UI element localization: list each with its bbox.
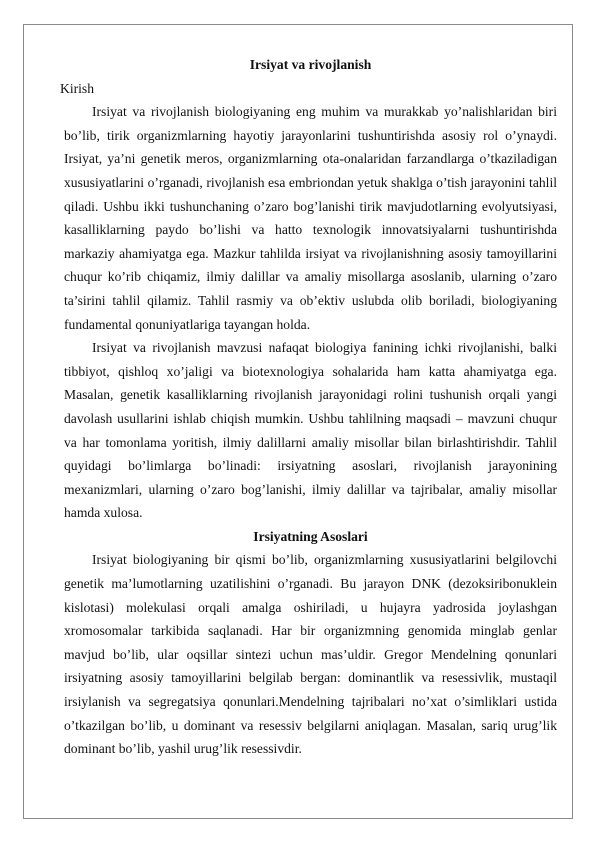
section-heading: Irsiyatning Asoslari bbox=[253, 528, 368, 544]
intro-paragraph-1: Irsiyat va rivojlanish biologiyaning eng muhim va murakkab yo’nalishlaridan biri bo’lib, tirik organizmlarning hayotiy jarayonlarini tushuntirishda asosiy rol o’ynaydi. Irsiyat, ya’ni genetik meros, organizmlarning ota-onalaridan farzandlarga o’tkaziladigan xususiyatlarini o’rganadi, rivojlanish esa embriondan yetuk shaklga o’tish jarayonini tahlil qiladi. Ushbu ikki tushunchaning o’zaro bog’lanishi tirik mavjudotlarning evolyutsiyasi, kasalliklarning paydo bo’lishi va hatto texnologik innovatsiyalarni tushuntirishda markaziy ahamiyatga ega. Mazkur tahlilda irsiyat va rivojlanishning asosiy tamoyillarini chuqur ko’rib chiqamiz, ilmiy dalillar va amaliy misollarga asoslanib, ularning o’zaro ta’sirini tahlil qilamiz. Tahlil rasmiy va ob’ektiv uslubda olib boriladi, biologiyaning fundamental qonuniyatlariga tayangan holda. bbox=[64, 104, 557, 332]
document-title: Irsiyat va rivojlanish bbox=[249, 57, 372, 72]
section-paragraph-1: Irsiyat biologiyaning bir qismi bo’lib, organizmlarning xususiyatlarini belgilovchi genetik ma’lumotlarning uzatilishini o’rganadi. Bu jarayon DNK (dezoksiribonuklein kislotasi) molekulasi orqali amalga oshiriladi, u hujayra yadrosida joylashgan xromosomalar tarkibida saqlanadi. Har bir organizmning genomida minglab genlar mavjud bo’lib, ular oqsillar sintezi uchun mas’uldir. Gregor Mendelning qonunlari irsiyatning asosiy tamoyillarini belgilab bergan: dominantlik va resessivlik, mustaqil irsiylanish va segregatsiya qonunlari.Mendelning tajribalari no’xat o’simliklari ustida o’tkazilgan bo’lib, u dominant va resessiv belgilarni aniqlagan. Masalan, sariq urug’lik dominant bo’lib, yashil urug’lik resessivdir. bbox=[64, 552, 557, 757]
document-body bbox=[60, 53, 557, 761]
intro-paragraph-2: Irsiyat va rivojlanish mavzusi nafaqat biologiya fanining ichki rivojlanishi, balki tibbiyot, qishloq xo’jaligi va biotexnologiya sohalarida ham katta ahamiyatga ega. Masalan, genetik kasalliklarning rivojlanish jarayonidagi rolini tushunish orqali yangi davolash usullarini ishlab chiqish mumkin. Ushbu tahlilning maqsadi – mavzuni chuqur va har tomonlama yoritish, ilmiy dalillarni amaliy misollar bilan birlashtirishdir. Tahlil quyidagi bo’limlarga bo’linadi: irsiyatning asoslari, rivojlanish jarayonining mexanizmlari, ularning o’zaro bog’lanishi, ilmiy dalillar va tajribalar, amaliy misollar hamda xulosa. bbox=[64, 340, 557, 521]
intro-heading: Kirish bbox=[60, 80, 94, 96]
